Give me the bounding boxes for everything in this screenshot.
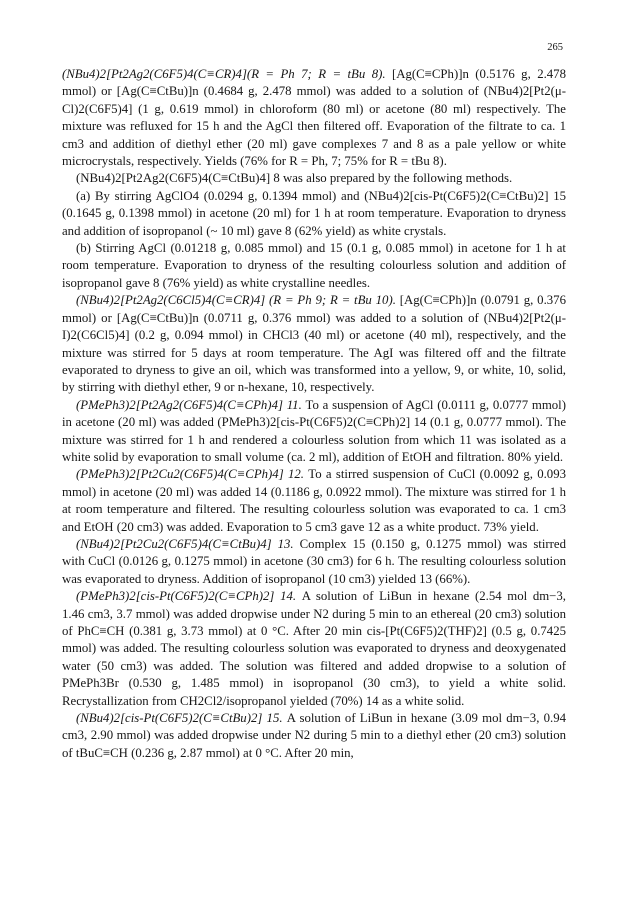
paragraph-title: (PMePh3)2[cis-Pt(C6F5)2(C≡CPh)2] 14. — [76, 589, 302, 604]
paragraph-complex-15 — [62, 710, 566, 762]
paragraph-title: (NBu4)2[Pt2Ag2(C6Cl5)4(C≡CR)4] (R = Ph 9; R = tBu 10). — [76, 293, 400, 308]
paragraph-text: (a) By stirring AgClO4 (0.0294 g, 0.1394 mmol) and (NBu4)2[cis-Pt(C6F5)2(C≡CtBu)2] 15 (0.1645 g, 0.1398 mmol) in acetone (20 ml) for 1 h at room temperature. Evaporation to dryness and addition of isopropanol (~ 10 ml) gave 8 (62% yield) as white crystals. — [62, 188, 566, 238]
experimental-section — [62, 66, 566, 762]
paragraph-method-b — [62, 240, 566, 292]
paragraph-title: (NBu4)2[Pt2Ag2(C6F5)4(C≡CR)4](R = Ph 7; R = tBu 8). — [62, 67, 392, 81]
paragraph-text: A solution of LiBun in hexane (3.09 mol dm−3, 0.94 cm3, 2.90 mmol) was added dropwise under N2 during 5 min to a diethyl ether (20 cm3) solution of tBuC≡CH (0.236 g, 2.87 mmol) at 0 °C. After 20 min, — [62, 711, 566, 760]
paragraph-complex-13 — [62, 536, 566, 588]
paragraph-text: Complex 15 (0.150 g, 0.1275 mmol) was stirred with CuCl (0.0126 g, 0.1275 mmol) in acetone (30 cm3) for 6 h. The resulting colourless solution was evaporated to dryness. Addition of isopropanol (10 cm3) yielded 13 (66%). — [62, 536, 567, 586]
paragraph-complexes-7-8 — [62, 66, 566, 170]
paragraph-text: To a stirred suspension of CuCl (0.0092 g, 0.093 mmol) in acetone (20 ml) was added 14 (0.1186 g, 0.0922 mmol). The mixture was stirred for 1 h at room temperature and filtered. The resulting colourless solution was evaporated to ca. 1 cm3 and EtOH (20 cm3) was added. Evaporation to 5 cm3 gave 12 as a white product. 73% yield. — [62, 467, 566, 534]
paragraph-text: (NBu4)2[Pt2Ag2(C6F5)4(C≡CtBu)4] 8 was also prepared by the following methods. — [76, 171, 513, 186]
paragraph-text: A solution of LiBun in hexane (2.54 mol dm−3, 1.46 cm3, 3.7 mmol) was added dropwise under N2 during 5 min to an ethereal (20 cm3) solution of PhC≡CH (0.381 g, 3.73 mmol) at 0 °C. After 20 min cis-[Pt(C6F5)2(THF)2] (0.5 g, 0.7425 mmol) was added. The resulting colourless solution was evaporated to dryness and deoxygenated water (50 cm3) was added. The solution was filtered and added dropwise to a solution of PMePh3Br (0.530 g, 1.485 mmol) in isopropanol (30 cm3), to yield a white solid. Recrystallization from CH2Cl2/isopropanol yielded (70%) 14 as a white solid. — [62, 589, 566, 708]
paragraph-text: (b) Stirring AgCl (0.01218 g, 0.085 mmol) and 15 (0.1 g, 0.085 mmol) in acetone for 1 h at room temperature. Evaporation to dryness of the resulting colourless solution and addition of isopropanol gave 8 (76% yield) as white crystalline needles. — [62, 241, 566, 290]
paragraph-title: (PMePh3)2[Pt2Ag2(C6F5)4(C≡CPh)4] 11. — [76, 397, 306, 412]
paragraph-title: (PMePh3)2[Pt2Cu2(C6F5)4(C≡CPh)4] 12. — [76, 467, 309, 482]
paragraph-complex-14 — [62, 588, 566, 710]
paragraph-method-a — [62, 188, 566, 240]
paragraph-alt-methods — [62, 170, 566, 187]
paragraph-text: [Ag(C≡CPh)]n (0.0791 g, 0.376 mmol) or [Ag(C≡CtBu)]n (0.0711 g, 0.376 mmol) was added to a solution of (NBu4)2[Pt2(μ-I)2(C6Cl5)4] (0.2 g, 0.094 mmol) in CHCl3 (40 ml) or acetone (40 ml), respectively, and the mixture was stirred for 5 days at room temperature. The AgI was filtered off and the filtrate evaporated to dryness to give an oil, which was transformed into a yellow, 9, or white, 10, solid, by stirring with diethyl ether, 9 or n-hexane, 10, respectively. — [62, 293, 566, 395]
paragraph-text: To a suspension of AgCl (0.0111 g, 0.0777 mmol) in acetone (20 ml) was added (PMePh3)2[cis-Pt(C6F5)2(C≡CPh)2] 14 (0.1 g, 0.0777 mmol). The mixture was stirred for 1 h and rendered a colourless solution from which 11 was isolated as a white solid by evaporation to small volume (ca. 2 ml), addition of EtOH and filtration. 80% yield. — [62, 397, 566, 464]
paragraph-complex-11 — [62, 397, 566, 467]
paragraph-complex-12 — [62, 466, 566, 536]
paragraph-title: (NBu4)2[Pt2Cu2(C6F5)4(C≡CtBu)4] 13. — [76, 536, 300, 551]
paragraph-text: [Ag(C≡CPh)]n (0.5176 g, 2.478 mmol) or [Ag(C≡CtBu)]n (0.4684 g, 2.478 mmol) was added to a solution of (NBu4)2[Pt2(μ-Cl)2(C6F5)4] (1 g, 0.619 mmol) in chloroform (80 ml) or acetone (80 ml) respectively. The mixture was refluxed for 15 h and the AgCl then filtered off. Evaporation of the filtrate to ca. 1 cm3 and addition of diethyl ether (20 ml) gave complexes 7 and 8 as a pale yellow or white microcrystals, respectively. Yields (76% for R = Ph, 7; 75% for R = tBu 8). — [62, 67, 566, 169]
paragraph-complexes-9-10 — [62, 292, 566, 396]
page-number: 265 — [547, 42, 563, 53]
paragraph-title: (NBu4)2[cis-Pt(C6F5)2(C≡CtBu)2] 15. — [76, 711, 287, 726]
